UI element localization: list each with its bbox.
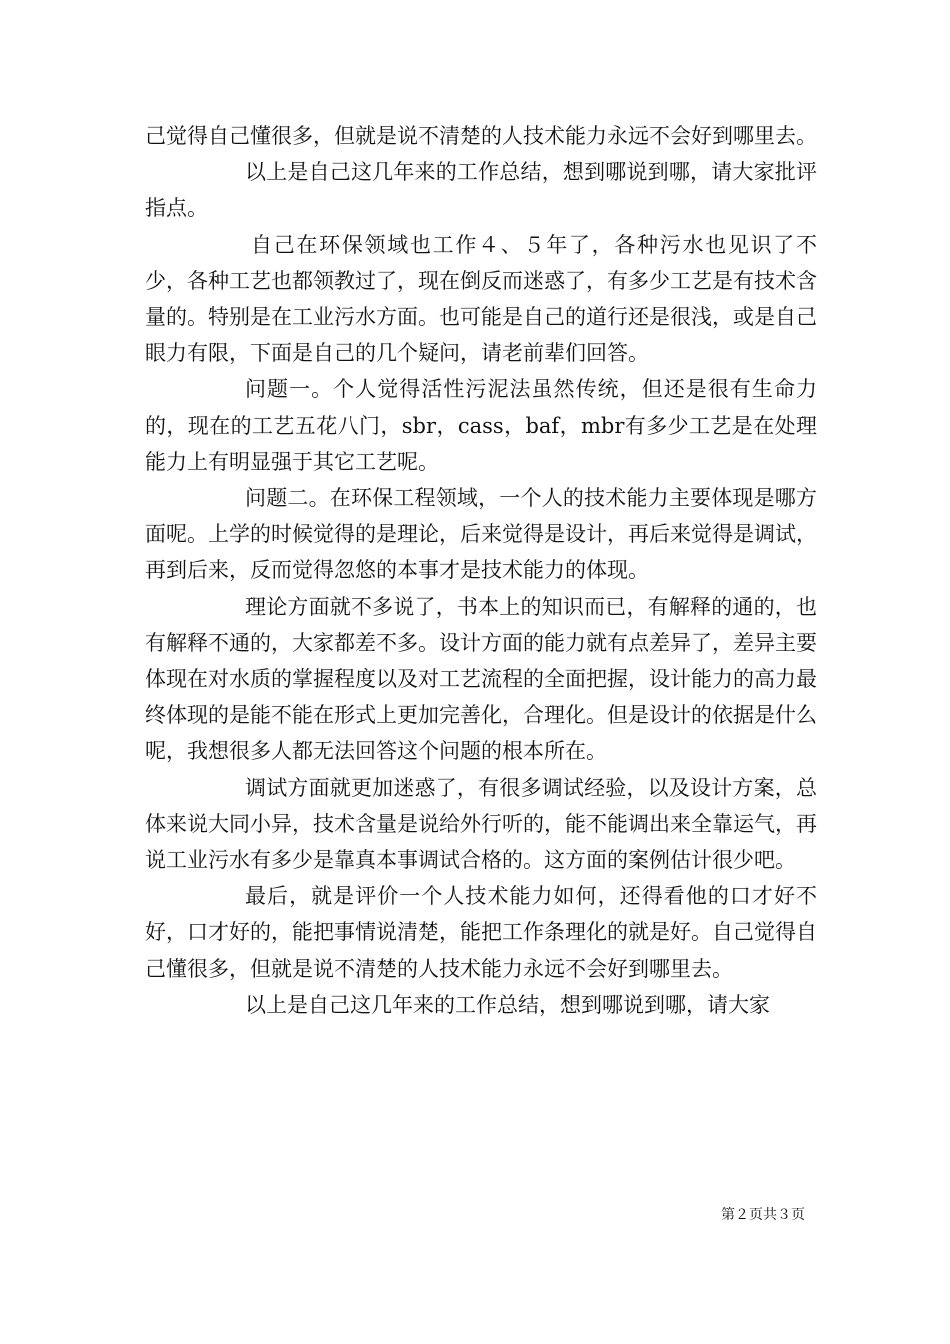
paragraph-question-one: 问题一。个人觉得活性污泥法虽然传统，但还是很有生命力的，现在的工艺五花八门，sbr，cass，baf，mbr有多少工艺是在处理能力上有明显强于其它工艺呢。 <box>145 377 817 474</box>
document-body <box>145 118 817 1023</box>
paragraph-continuation: 己觉得自己懂很多，但就是说不清楚的人技术能力永远不会好到哪里去。 <box>145 124 817 148</box>
paragraph-summary-repeat: 以上是自己这几年来的工作总结，想到哪说到哪，请大家 <box>245 992 770 1017</box>
page-number: 第２页共３页 <box>721 1207 805 1223</box>
paragraph-intro: 自己在环保领域也工作４、５年了，各种污水也见识了不少，各种工艺也都领教过了，现在倒反而迷惑了，有多少工艺是有技术含量的。特别是在工业污水方面。也可能是自己的道行还是很浅，或是自己眼力有限，下面是自己的几个疑问，请老前辈们回答。 <box>145 232 817 366</box>
paragraph-conclusion: 最后，就是评价一个人技术能力如何，还得看他的口才好不好，口才好的，能把事情说清楚，能把工作条理化的就是好。自己觉得自己懂很多，但就是说不清楚的人技术能力永远不会好到哪里去。 <box>145 884 817 981</box>
paragraph-debugging: 调试方面就更加迷惑了，有很多调试经验，以及设计方案，总体来说大同小异，技术含量是说给外行听的，能不能调出来全靠运气，再说工业污水有多少是靠真本事调试合格的。这方面的案例估计很少吧。 <box>145 775 817 873</box>
paragraph-question-two: 问题二。在环保工程领域，一个人的技术能力主要体现是哪方面呢。上学的时候觉得的是理论，后来觉得是设计，再后来觉得是调试，再到后来，反而觉得忽悠的本事才是技术能力的体现。 <box>145 486 817 583</box>
paragraph-summary: 以上是自己这几年来的工作总结，想到哪说到哪，请大家批评指点。 <box>145 160 817 221</box>
paragraph-theory-design: 理论方面就不多说了，书本上的知识而已，有解释的通的，也有解释不通的，大家都差不多。设计方面的能力就有点差异了，差异主要体现在对水质的掌握程度以及对工艺流程的全面把握，设计能力的高力最终体现的是能不能在形式上更加完善化，合理化。但是设计的依据是什么呢，我想很多人都无法回答这个问题的根本所在。 <box>145 594 817 764</box>
